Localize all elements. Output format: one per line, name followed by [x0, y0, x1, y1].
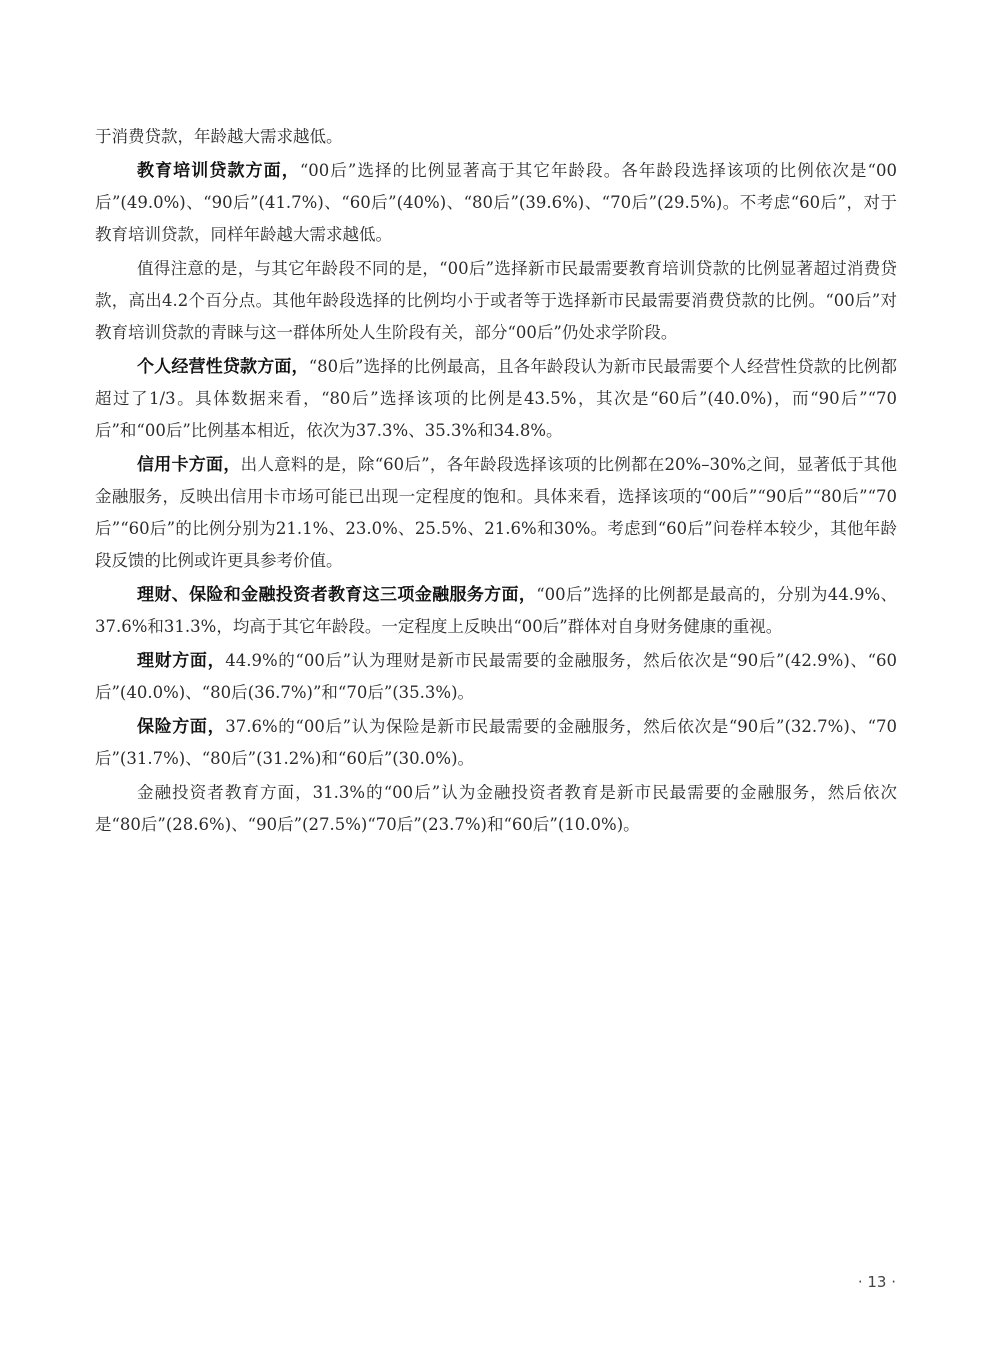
paragraph-2	[95, 155, 897, 251]
paragraph-text: “00后”选择的比例显著高于其它年龄段。各年龄段选择该项的比例依次是“00后”(49.0%)、“90后”(41.7%)、“60后”(40%)、“80后”(39.6%)、“70后”(29.5%)。不考虑“60后”，对于教育培训贷款，同样年龄越大需求越低。	[95, 161, 897, 244]
paragraph-text: 值得注意的是，与其它年龄段不同的是，“00后”选择新市民最需要教育培训贷款的比例显著超过消费贷款，高出4.2个百分点。其他年龄段选择的比例均小于或者等于选择新市民最需要消费贷款的比例。“00后”对教育培训贷款的青睐与这一群体所处人生阶段有关，部分“00后”仍处求学阶段。	[95, 259, 897, 342]
paragraph-lead: 理财方面，	[137, 651, 226, 671]
paragraph-text: “80后”选择的比例最高，且各年龄段认为新市民最需要个人经营性贷款的比例都超过了1/3。具体数据来看，“80后”选择该项的比例是43.5%，其次是“60后”(40.0%)，而“90后”“70后”和“00后”比例基本相近，依次为37.3%、35.3%和34.8%。	[95, 357, 897, 440]
paragraph-text: “00后”选择的比例都是最高的，分别为44.9%、37.6%和31.3%，均高于其它年龄段。一定程度上反映出“00后”群体对自身财务健康的重视。	[95, 585, 897, 636]
paragraph-lead: 保险方面，	[137, 717, 226, 737]
paragraph-9	[95, 777, 897, 841]
paragraph-text: 金融投资者教育方面，31.3%的“00后”认为金融投资者教育是新市民最需要的金融服务，然后依次是“80后”(28.6%)、“90后”(27.5%)“70后”(23.7%)和“60后”(10.0%)。	[95, 783, 897, 834]
document-body	[95, 121, 897, 843]
paragraph-8	[95, 711, 897, 775]
paragraph-lead: 理财、保险和金融投资者教育这三项金融服务方面，	[137, 585, 537, 605]
paragraph-7	[95, 645, 897, 709]
paragraph-lead: 信用卡方面，	[137, 455, 241, 475]
paragraph-text: 出人意料的是，除“60后”，各年龄段选择该项的比例都在20%–30%之间，显著低于其他金融服务，反映出信用卡市场可能已出现一定程度的饱和。具体来看，选择该项的“00后”“90后”“80后”“70后”“60后”的比例分别为21.1%、23.0%、25.5%、21.6%和30%。考虑到“60后”问卷样本较少，其他年龄段反馈的比例或许更具参考价值。	[95, 455, 898, 570]
paragraph-4	[95, 351, 897, 447]
paragraph-1	[95, 121, 897, 153]
page-number: · 13 ·	[857, 1273, 896, 1291]
paragraph-lead: 教育培训贷款方面，	[137, 161, 300, 181]
paragraph-text: 37.6%的“00后”认为保险是新市民最需要的金融服务，然后依次是“90后”(32.7%)、“70后”(31.7%)、“80后”(31.2%)和“60后”(30.0%)。	[95, 717, 898, 768]
paragraph-5	[95, 449, 897, 577]
paragraph-lead: 个人经营性贷款方面，	[137, 357, 309, 377]
paragraph-text: 于消费贷款，年龄越大需求越低。	[95, 127, 343, 146]
paragraph-3	[95, 253, 897, 349]
paragraph-text: 44.9%的“00后”认为理财是新市民最需要的金融服务，然后依次是“90后”(42.9%)、“60后”(40.0%)、“80后(36.7%)”和“70后”(35.3%)。	[95, 651, 898, 702]
paragraph-6	[95, 579, 897, 643]
